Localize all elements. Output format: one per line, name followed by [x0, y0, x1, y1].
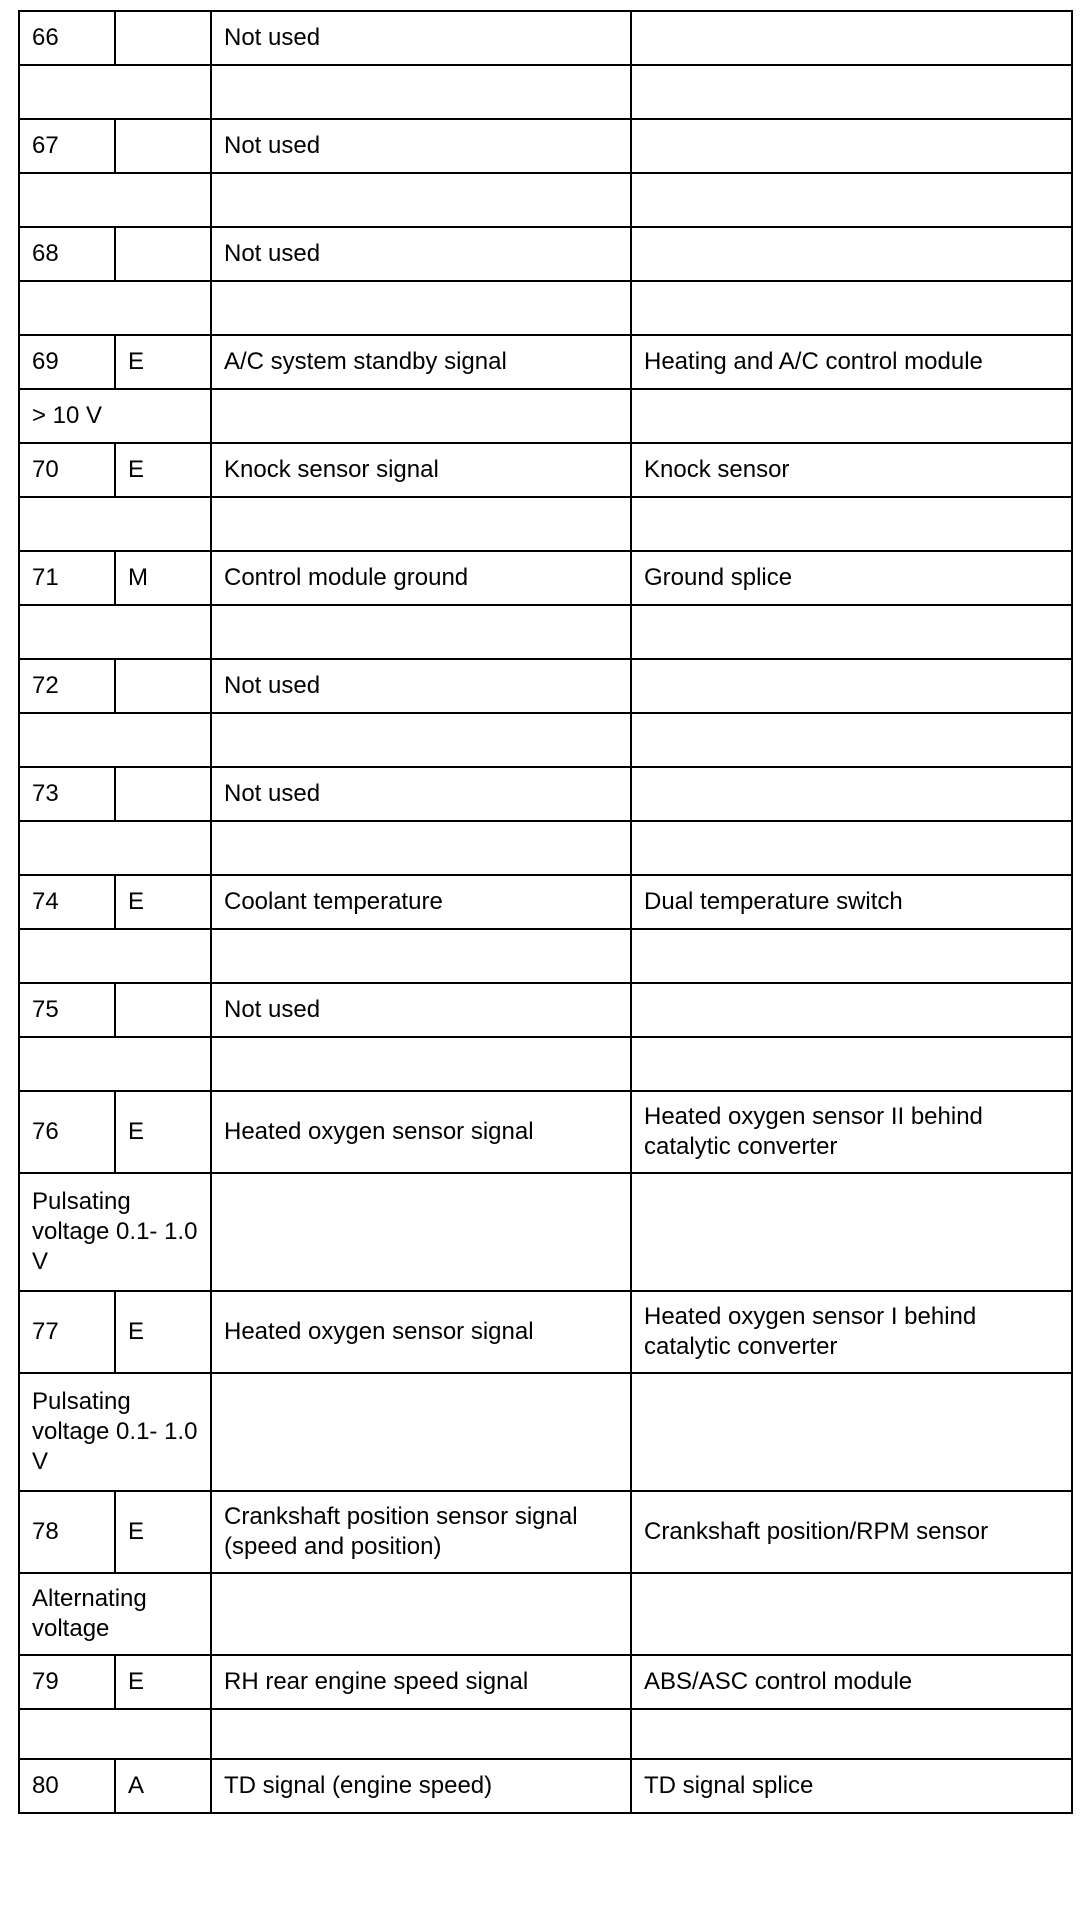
pin-number: 68	[19, 227, 115, 281]
note-empty-cell	[211, 389, 631, 443]
table-row	[19, 1291, 1072, 1373]
table-row-note	[19, 281, 1072, 335]
table-row	[19, 1759, 1072, 1813]
pin-type: E	[115, 1491, 211, 1573]
note-empty-cell	[211, 1173, 631, 1291]
test-value	[19, 1037, 211, 1091]
table-row	[19, 443, 1072, 497]
signal-description: Knock sensor signal	[211, 443, 631, 497]
pin-number: 79	[19, 1655, 115, 1709]
pin-type	[115, 119, 211, 173]
note-empty-cell	[631, 173, 1072, 227]
table-row-note	[19, 605, 1072, 659]
component	[631, 767, 1072, 821]
test-value	[19, 713, 211, 767]
note-empty-cell	[211, 281, 631, 335]
test-value	[19, 605, 211, 659]
note-empty-cell	[631, 821, 1072, 875]
table-row-note	[19, 65, 1072, 119]
note-empty-cell	[631, 1573, 1072, 1655]
note-empty-cell	[631, 1373, 1072, 1491]
table-row	[19, 983, 1072, 1037]
table-row	[19, 767, 1072, 821]
note-empty-cell	[631, 1709, 1072, 1759]
signal-description: Not used	[211, 983, 631, 1037]
pin-number: 73	[19, 767, 115, 821]
table-row-note	[19, 497, 1072, 551]
pin-type: A	[115, 1759, 211, 1813]
table-row-note	[19, 1373, 1072, 1491]
signal-description: Heated oxygen sensor signal	[211, 1091, 631, 1173]
component	[631, 227, 1072, 281]
component	[631, 119, 1072, 173]
pin-number: 71	[19, 551, 115, 605]
pin-assignment-table	[18, 10, 1073, 1814]
component	[631, 659, 1072, 713]
note-empty-cell	[631, 281, 1072, 335]
note-empty-cell	[211, 605, 631, 659]
signal-description: Control module ground	[211, 551, 631, 605]
table-row-note	[19, 821, 1072, 875]
signal-description: Not used	[211, 119, 631, 173]
pin-type	[115, 659, 211, 713]
test-value: Pulsating voltage 0.1- 1.0 V	[19, 1173, 211, 1291]
test-value	[19, 173, 211, 227]
table-row	[19, 335, 1072, 389]
table-row	[19, 11, 1072, 65]
table-row	[19, 227, 1072, 281]
pin-type: E	[115, 443, 211, 497]
test-value	[19, 1709, 211, 1759]
pin-type: E	[115, 1291, 211, 1373]
table-row-note	[19, 1709, 1072, 1759]
test-value	[19, 281, 211, 335]
signal-description: Coolant temperature	[211, 875, 631, 929]
note-empty-cell	[211, 173, 631, 227]
component: TD signal splice	[631, 1759, 1072, 1813]
component: Crankshaft position/RPM sensor	[631, 1491, 1072, 1573]
component: Knock sensor	[631, 443, 1072, 497]
pin-type	[115, 11, 211, 65]
table-row	[19, 659, 1072, 713]
table-row	[19, 551, 1072, 605]
note-empty-cell	[631, 713, 1072, 767]
table-row-note	[19, 713, 1072, 767]
test-value	[19, 497, 211, 551]
table-row	[19, 119, 1072, 173]
table-row-note	[19, 173, 1072, 227]
pin-number: 69	[19, 335, 115, 389]
pin-number: 70	[19, 443, 115, 497]
pin-number: 74	[19, 875, 115, 929]
test-value	[19, 821, 211, 875]
pin-type: E	[115, 1091, 211, 1173]
component	[631, 11, 1072, 65]
pin-number: 77	[19, 1291, 115, 1373]
pin-type	[115, 227, 211, 281]
table-row-note	[19, 929, 1072, 983]
note-empty-cell	[211, 1709, 631, 1759]
test-value	[19, 929, 211, 983]
pin-number: 67	[19, 119, 115, 173]
note-empty-cell	[211, 713, 631, 767]
component: Heated oxygen sensor II behind catalytic converter	[631, 1091, 1072, 1173]
pin-type: E	[115, 875, 211, 929]
note-empty-cell	[211, 929, 631, 983]
pin-number: 72	[19, 659, 115, 713]
signal-description: Heated oxygen sensor signal	[211, 1291, 631, 1373]
component	[631, 983, 1072, 1037]
note-empty-cell	[211, 1373, 631, 1491]
note-empty-cell	[211, 821, 631, 875]
note-empty-cell	[211, 1573, 631, 1655]
note-empty-cell	[631, 929, 1072, 983]
test-value: Pulsating voltage 0.1- 1.0 V	[19, 1373, 211, 1491]
pin-number: 78	[19, 1491, 115, 1573]
note-empty-cell	[631, 1037, 1072, 1091]
pin-type	[115, 983, 211, 1037]
note-empty-cell	[631, 497, 1072, 551]
signal-description: A/C system standby signal	[211, 335, 631, 389]
note-empty-cell	[211, 65, 631, 119]
signal-description: Not used	[211, 11, 631, 65]
table-row-note	[19, 1037, 1072, 1091]
signal-description: Not used	[211, 659, 631, 713]
component: Ground splice	[631, 551, 1072, 605]
note-empty-cell	[631, 389, 1072, 443]
component: Heating and A/C control module	[631, 335, 1072, 389]
table-row	[19, 1491, 1072, 1573]
component: Heated oxygen sensor I behind catalytic converter	[631, 1291, 1072, 1373]
table-row-note	[19, 1573, 1072, 1655]
component: ABS/ASC control module	[631, 1655, 1072, 1709]
table-row-note	[19, 1173, 1072, 1291]
signal-description: Not used	[211, 227, 631, 281]
note-empty-cell	[631, 605, 1072, 659]
pin-type	[115, 767, 211, 821]
test-value	[19, 65, 211, 119]
table-row-note	[19, 389, 1072, 443]
note-empty-cell	[211, 1037, 631, 1091]
pin-number: 66	[19, 11, 115, 65]
component: Dual temperature switch	[631, 875, 1072, 929]
table-row	[19, 1091, 1072, 1173]
note-empty-cell	[631, 1173, 1072, 1291]
signal-description: RH rear engine speed signal	[211, 1655, 631, 1709]
test-value: Alternating voltage	[19, 1573, 211, 1655]
signal-description: TD signal (engine speed)	[211, 1759, 631, 1813]
pin-number: 80	[19, 1759, 115, 1813]
signal-description: Crankshaft position sensor signal (speed and position)	[211, 1491, 631, 1573]
pin-type: M	[115, 551, 211, 605]
table-row	[19, 1655, 1072, 1709]
table-row	[19, 875, 1072, 929]
signal-description: Not used	[211, 767, 631, 821]
pin-type: E	[115, 335, 211, 389]
note-empty-cell	[631, 65, 1072, 119]
pin-number: 75	[19, 983, 115, 1037]
pin-number: 76	[19, 1091, 115, 1173]
test-value: > 10 V	[19, 389, 211, 443]
note-empty-cell	[211, 497, 631, 551]
pin-type: E	[115, 1655, 211, 1709]
